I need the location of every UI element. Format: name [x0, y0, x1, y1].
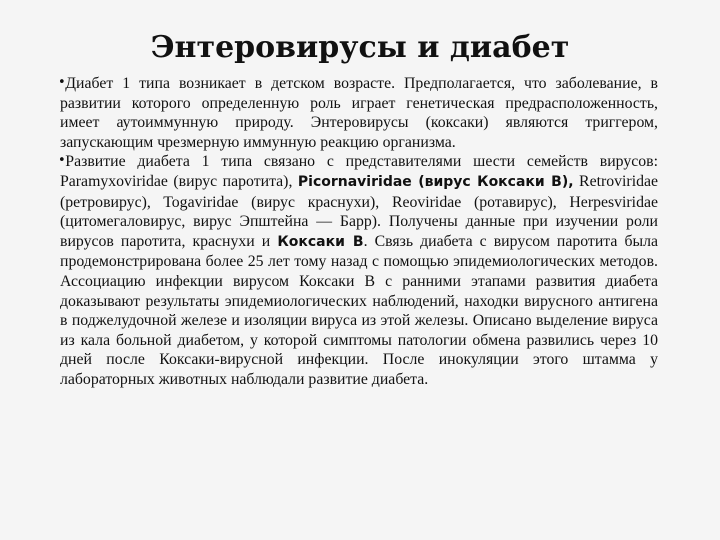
bullet-2-text-part1: Развитие диабета 1 типа связано с представителями шести семейств вирусов: Paramyxoviridae (вирус паротита), [60, 153, 658, 190]
bullet-2-text-part2: Retroviridae (ретровирус), Togaviridae (вирус краснухи), Reoviridae (ротавирус), Herpesviridae (цитомегаловирус, вирус Эпштейна — Барр). Получены данные при изучении роли вирусов паротита, краснухи и [60, 172, 659, 250]
bullet-item-1 [60, 74, 658, 152]
bullet-2-bold-coxsackie: Коксаки В [277, 233, 364, 250]
bullet-item-2 [60, 152, 658, 389]
bullet-text [60, 75, 658, 151]
slide-body [60, 74, 658, 390]
bullet-marker: • [58, 153, 66, 169]
bullet-marker: • [58, 75, 66, 90]
bullet-2-bold-picornaviridae: Picornaviridae (вирус Коксаки В), [297, 173, 574, 190]
bullet-1-text: Диабет 1 типа возникает в детском возрасте. Предполагается, что заболевание, в развитии которого определенную роль играет генетическая предрасположенность, имеет аутоиммунную природу. Энтеровирусы (коксаки) являются триггером, запускающим чрезмерную иммунную реакцию организма. [60, 75, 658, 151]
slide-title: Энтеровирусы и диабет [150, 30, 570, 65]
bullet-2-text-part3: . Связь диабета с вирусом паротита была продемонстрирована более 25 лет тому назад с помощью эпидемиологических методов. Ассоциацию инфекции вирусом Коксаки В с ранними этапами развития диабета доказывают результаты эпидемиологических наблюдений, находки вирусного антигена в поджелудочной железе и изоляции вируса из этой железы. Описано выделение вируса из кала больной диабетом, у которой симптомы патологии обмена развились через 10 дней после Коксаки-вирусной инфекции. После инокуляции этого штамма у лабораторных животных наблюдали развитие диабета. [60, 232, 658, 388]
bullet-text [60, 153, 658, 388]
